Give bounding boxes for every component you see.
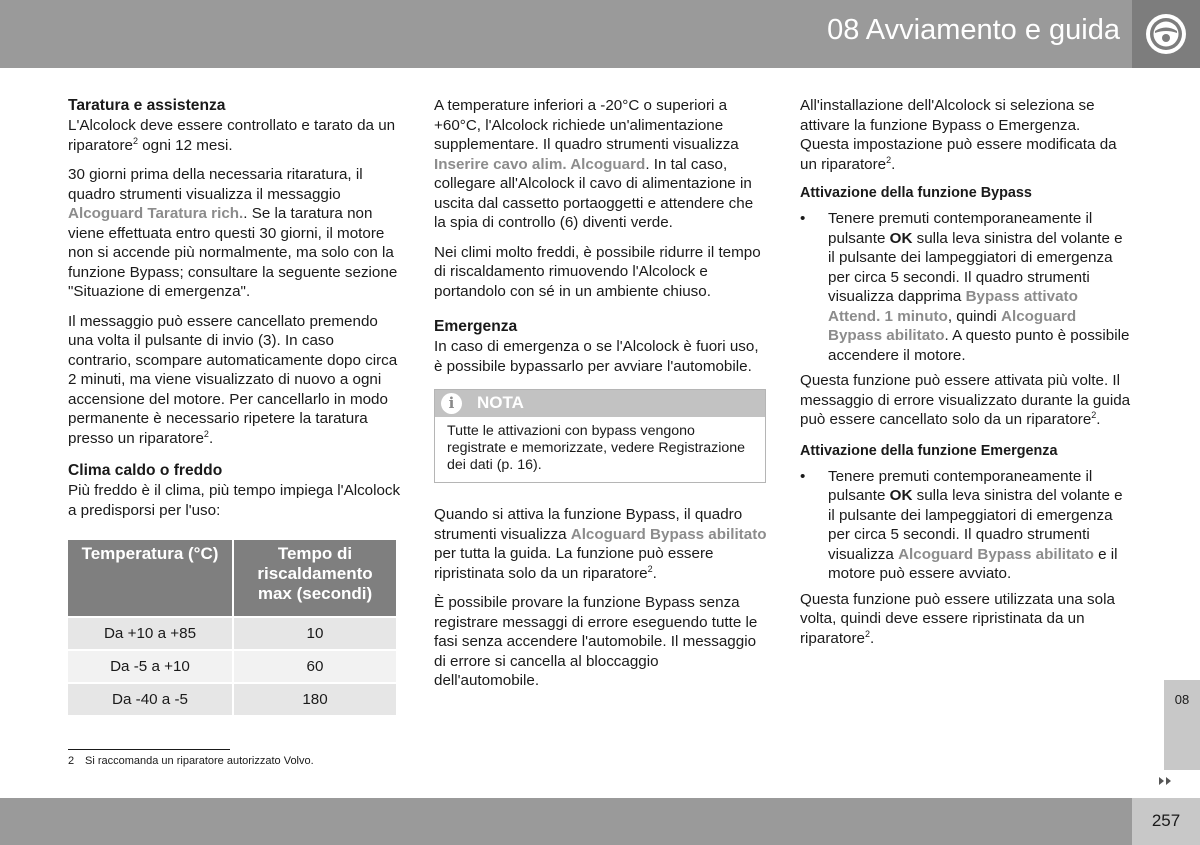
- paragraph: [800, 590, 1133, 649]
- text: sulla leva sinistra del volante e il pulsante dei lampeggiatori di emergenza per circa 5 secondi. Il quadro strumenti visualizza dapprima: [828, 229, 1123, 305]
- text: sulla leva sinistra del volante e il pulsante dei lampeggiatori di emergenza per circa 5 secondi. Il quadro strumenti visualizza: [828, 487, 1123, 563]
- paragraph: Nei climi molto freddi, è possibile ridurre il tempo di riscaldamento rimuovendo l'Alcolock e portandolo con sé in un ambiente chiuso.: [434, 243, 761, 300]
- text: L'Alcolock deve essere controllato e tarato da un riparatore: [68, 117, 396, 154]
- paragraph: [68, 312, 401, 449]
- note-box: [434, 389, 766, 483]
- column-header: Tempo di riscaldamento max (secondi): [234, 540, 396, 616]
- table-row: [68, 618, 396, 649]
- paragraph: [800, 96, 1133, 174]
- column-3: [800, 96, 1133, 658]
- column-2: [434, 96, 767, 701]
- text: .: [870, 629, 875, 647]
- text: Quando si attiva la funzione Bypass, il quadro strumenti visualizza: [434, 506, 743, 543]
- paragraph: [434, 505, 767, 583]
- text: ogni 12 mesi.: [138, 136, 233, 154]
- section-heading: Taratura e assistenza: [68, 97, 226, 114]
- paragraph: [68, 165, 401, 302]
- table-row: [68, 651, 396, 682]
- column-header: Temperatura (°C): [68, 540, 232, 616]
- paragraph: Più freddo è il clima, più tempo impiega l'Alcolock a predisporsi per l'uso:: [68, 482, 401, 519]
- bullet: •: [800, 467, 806, 485]
- chapter-icon-box: [1132, 0, 1200, 68]
- info-icon: i: [441, 393, 462, 414]
- button-name: OK: [889, 229, 913, 247]
- list-item: [800, 209, 1133, 365]
- display-message: Inserire cavo alim. Alcoguard: [434, 155, 646, 173]
- footnote-ref: 2: [133, 135, 139, 146]
- list-item: [800, 467, 1133, 584]
- display-message: Alcoguard Taratura rich.: [68, 205, 244, 222]
- text: . In tal caso, collegare all'Alcolock il cavo di alimentazione in uscita dal cassetto portaoggetti e attendere che la spia di controllo (6) diventi verde.: [434, 155, 754, 231]
- text: . A questo punto è possibile accendere il motore.: [828, 327, 1130, 364]
- table-cell: 60: [234, 651, 396, 682]
- table-header-row: [68, 540, 396, 616]
- text: .: [652, 564, 657, 582]
- table-cell: Da -40 a -5: [68, 684, 232, 715]
- section-heading: Attivazione della funzione Bypass: [800, 185, 1032, 201]
- paragraph: In caso di emergenza o se l'Alcolock è fuori uso, è possibile bypassarlo per avviare l'automobile.: [434, 338, 759, 375]
- bullet: •: [800, 210, 806, 227]
- warmup-table: [66, 538, 398, 717]
- footnote-ref: 2: [647, 563, 653, 574]
- section-heading: Emergenza: [434, 318, 518, 335]
- text: , quindi: [947, 307, 1002, 325]
- section-heading: Clima caldo o freddo: [68, 462, 223, 479]
- steering-wheel-icon: [1132, 0, 1200, 68]
- column-1: [68, 96, 401, 717]
- table-cell: Da -5 a +10: [68, 651, 232, 682]
- text: . Se la taratura non viene effettuata entro questi 30 giorni, il motore non si accende più normalmente, ma solo con la funzione Bypass; consultare la seguente sezione "Situazione di emergenza".: [68, 205, 398, 300]
- chapter-tab-label: 08: [1174, 692, 1190, 707]
- text: .: [208, 429, 214, 447]
- next-page-arrows: [1158, 776, 1174, 786]
- footnote-ref: 2: [886, 154, 892, 165]
- paragraph: [800, 371, 1133, 430]
- display-message: Bypass attivato Attend. 1 minuto: [828, 288, 1078, 325]
- double-chevron-right-icon[interactable]: [1158, 776, 1174, 789]
- paragraph: È possibile provare la funzione Bypass senza registrare messaggi di errore eseguendo tutte le fasi senza accendere l'automobile. Il messaggio di errore si cancella al bloccaggio dell'automobile.: [434, 594, 758, 689]
- button-name: OK: [889, 487, 913, 504]
- note-body: Tutte le attivazioni con bypass vengono registrate e memorizzate, vedere Registrazione dei dati (p. 16).: [447, 423, 746, 473]
- footnote-ref: 2: [1091, 409, 1097, 420]
- text: per tutta la guida. La funzione può essere ripristinata solo da un riparatore: [434, 545, 714, 582]
- text: All'installazione dell'Alcolock si seleziona se attivare la funzione Bypass o Emergenza. Questa impostazione può essere modificata da un riparatore: [800, 97, 1117, 173]
- footnote: [68, 755, 314, 767]
- display-message: Alcoguard Bypass abilitato: [570, 525, 767, 543]
- text: Tenere premuti contemporaneamente il pulsante: [828, 210, 1093, 247]
- table-row: [68, 684, 396, 715]
- footnote-rule: [68, 749, 230, 750]
- footnote-text: Si raccomanda un riparatore autorizzato Volvo.: [85, 755, 314, 767]
- text: e il motore può essere avviato.: [828, 545, 1118, 582]
- section-heading: Attivazione della funzione Emergenza: [800, 442, 1058, 459]
- note-label: NOTA: [477, 393, 524, 412]
- table-cell: Da +10 a +85: [68, 618, 232, 649]
- paragraph: [68, 116, 401, 155]
- chapter-title: 08 Avviamento e guida: [827, 14, 1120, 46]
- footnote-number: 2: [68, 755, 75, 767]
- page-number: 257: [1151, 811, 1181, 830]
- text: .: [891, 155, 896, 173]
- display-message: Alcoguard Bypass abilitato: [898, 545, 1094, 563]
- text: Tenere premuti contemporaneamente il pulsante: [828, 467, 1093, 504]
- text: Questa funzione può essere utilizzata una sola volta, quindi deve essere ripristinata da un riparatore: [800, 590, 1115, 647]
- table-cell: 10: [234, 618, 396, 649]
- text: 30 giorni prima della necessaria ritaratura, il quadro strumenti visualizza il messaggio: [68, 166, 363, 203]
- text: A temperature inferiori a -20°C o superiori a +60°C, l'Alcolock richiede un'alimentazione supplementare. Il quadro strumenti visualizza: [434, 97, 739, 153]
- note-header: [435, 390, 765, 417]
- text: Il messaggio può essere cancellato premendo una volta il pulsante di invio (3). In caso contrario, scompare automaticamente dopo circa 2 minuti, ma viene visualizzato di nuovo a ogni accensione del motore. Per cancellarlo in modo permanente è necessario ripetere la taratura presso un riparatore: [68, 312, 398, 447]
- text: Questa funzione può essere attivata più volte. Il messaggio di errore visualizzato durante la guida può essere cancellato solo da un riparatore: [800, 372, 1131, 428]
- footer-bar: [0, 798, 1132, 845]
- text: .: [1096, 411, 1101, 428]
- footnote-ref: 2: [865, 628, 871, 639]
- table-cell: 180: [234, 684, 396, 715]
- display-message: Alcoguard Bypass abilitato: [828, 307, 1077, 344]
- paragraph: [434, 96, 767, 233]
- footnote-ref: 2: [203, 428, 209, 439]
